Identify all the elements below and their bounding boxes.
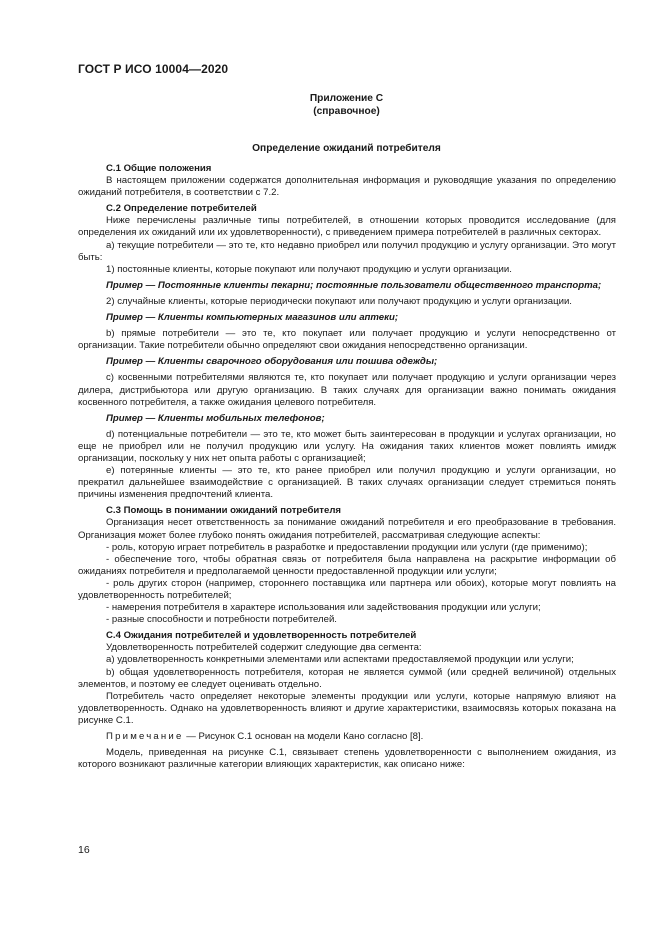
list-item: с) косвенными потребителями являются те, кто покупает или получает продукцию и услуги организации через дилера, дистрибьютора или другую организацию. В таких случаях для организации важно понимать ожидания косвенного потребителя, а также ожидания целевого потребителя. [78, 372, 616, 408]
note [78, 731, 616, 743]
list-item: - намерения потребителя в характере использования или задействования продукции или услуги; [106, 602, 541, 614]
list-item: 2) случайные клиенты, которые периодически покупают или получают продукцию и услуги организации. [106, 295, 572, 307]
list-item: а) текущие потребители — это те, кто недавно приобрел или получил продукцию и услугу организации. Это могут быть: [78, 239, 616, 263]
appendix-title: Определение ожиданий потребителя [252, 143, 441, 154]
paragraph: Потребитель часто определяет некоторые элементы продукции или услуги, которые напрямую влияют на удовлетворенность. Однако на удовлетворенность влияют и другие характеристики, взаимосвязь которых показана на рисунке С.1. [78, 690, 616, 726]
example: Пример — Постоянные клиенты пекарни; постоянные пользователи общественного транспорта; [106, 279, 602, 291]
annex-subtitle: (справочное) [313, 106, 380, 117]
section-heading-c3: С.3 Помощь в понимании ожиданий потребителя [106, 505, 342, 517]
list-item: b) общая удовлетворенность потребителя, которая не является суммой (или средней величиной) отдельных элементов, и поэтому ее следует оценивать отдельно. [78, 666, 616, 690]
example: Пример — Клиенты сварочного оборудования или пошива одежды; [106, 356, 438, 368]
section-heading-c2: С.2 Определение потребителей [106, 203, 257, 215]
list-item: е) потерянные клиенты — это те, кто ранее приобрел или получил продукцию и услуги организации, но прекратил дальнейшее взаимодействие с организацией. В таких случаях организации следует стремиться понять причины изменения предпочтений клиента. [78, 465, 616, 501]
paragraph: Организация несет ответственность за понимание ожиданий потребителя и его преобразование в требования. Организация может более глубоко понять ожидания потребителей, рассматривая следующие аспекты: [78, 517, 616, 541]
list-item: - разные способности и потребности потребителей. [106, 614, 337, 626]
list-item: d) потенциальные потребители — это те, кто может быть заинтересован в продукции и услугах организации, но еще не приобрел или не получил продукцию или услугу. На ожидания таких клиентов может повлиять имидж организации, поскольку у них нет опыта работы с организацией; [78, 428, 616, 464]
paragraph: Удовлетворенность потребителей содержит следующие два сегмента: [106, 642, 422, 654]
paragraph: Модель, приведенная на рисунке С.1, связывает степень удовлетворенности с выполнением ожидания, из которого возникают различные категории влияющих характеристик, как описано ниже: [78, 747, 616, 771]
paragraph: В настоящем приложении содержатся дополнительная информация и руководящие указания по определению ожиданий потребителя, в соответствии с 7.2. [78, 175, 616, 199]
example: Пример — Клиенты мобильных телефонов; [106, 412, 325, 424]
list-item: - роль других сторон (например, стороннего поставщика или партнера или обоих), которые могут повлиять на удовлетворенность потребителей; [78, 577, 616, 601]
list-item: а) удовлетворенность конкретными элементами или аспектами предоставляемой продукции или услуги; [106, 654, 574, 666]
note-text: — Рисунок С.1 основан на модели Кано согласно [8]. [186, 731, 424, 743]
page-number: 16 [78, 844, 90, 856]
list-item: 1) постоянные клиенты, которые покупают или получают продукцию и услуги организации. [106, 263, 512, 275]
annex-heading [0, 92, 661, 118]
section-heading-c4: С.4 Ожидания потребителей и удовлетворенность потребителей [106, 630, 417, 642]
paragraph: Ниже перечислены различные типы потребителей, в отношении которых проводится исследование (для определения их ожиданий или их удовлетворенности), с приведением примера потребителей в различных секторах. [78, 215, 616, 239]
example: Пример — Клиенты компьютерных магазинов или аптеки; [106, 312, 399, 324]
list-item: - обеспечение того, чтобы обратная связь от потребителя была направлена на раскрытие информации об ожиданиях потребителя и предполагаемой ценности предоставленной продукции или услуги; [78, 553, 616, 577]
document-body [78, 163, 616, 771]
annex-title: Приложение С [309, 93, 384, 104]
note-label: Примечание [106, 731, 184, 743]
section-heading-c1: С.1 Общие положения [106, 163, 212, 174]
list-item: b) прямые потребители — это те, кто покупает или получает продукцию и услуги непосредственно от организации. Такие потребители обычно определяют свои ожидания непосредственно организации. [78, 328, 616, 352]
list-item: - роль, которую играет потребитель в разработке и предоставлении продукции или услуги (где применимо); [106, 541, 588, 553]
standard-header: ГОСТ Р ИСО 10004—2020 [78, 62, 229, 76]
